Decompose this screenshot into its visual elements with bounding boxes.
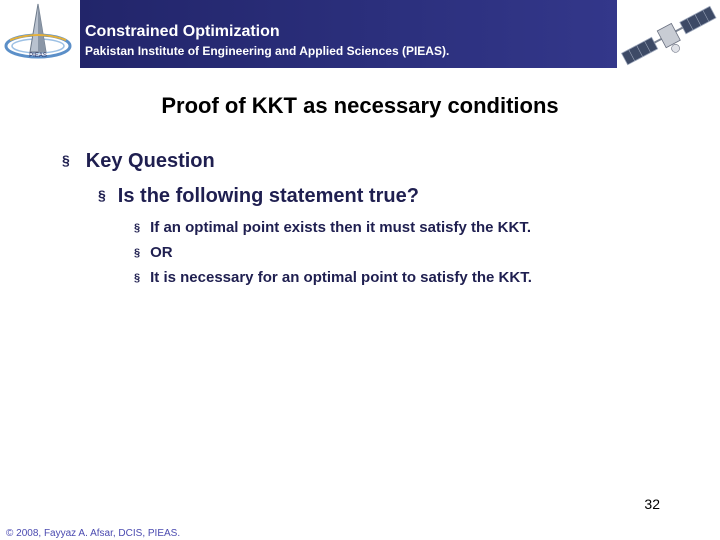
bullet-statement-question [98, 185, 419, 208]
bullet-text: If an optimal point exists then it must satisfy the KKT. [150, 219, 532, 236]
header-title: Constrained Optimization [85, 23, 280, 40]
bullet-text: It is necessary for an optimal point to satisfy the KKT. [150, 269, 532, 286]
copyright-notice: © 2008, Fayyaz A. Afsar, DCIS, PIEAS. [6, 528, 181, 539]
bullet-text: Key Question [85, 150, 215, 172]
satellite-icon [617, 0, 720, 68]
bullet-optimal-point-exists [134, 219, 531, 236]
bullet-marker: § [134, 247, 141, 259]
bullet-key-question [62, 150, 215, 173]
bullet-text: OR [150, 244, 173, 261]
page-number: 32 [644, 496, 660, 512]
header-banner [80, 0, 617, 68]
bullet-text: Is the following statement true? [117, 185, 419, 207]
slide-title: Proof of KKT as necessary conditions [161, 93, 559, 118]
bullet-marker: § [98, 187, 106, 203]
pieas-logo-icon [0, 0, 80, 68]
bullet-marker: § [134, 222, 141, 234]
header-subtitle: Pakistan Institute of Engineering and Applied Sciences (PIEAS). [85, 44, 450, 58]
bullet-or [134, 244, 173, 261]
svg-text:PIEAS: PIEAS [29, 53, 47, 59]
slide-header [0, 0, 720, 68]
bullet-marker: § [62, 152, 70, 168]
bullet-necessary-condition [134, 269, 532, 286]
bullet-marker: § [134, 272, 141, 284]
